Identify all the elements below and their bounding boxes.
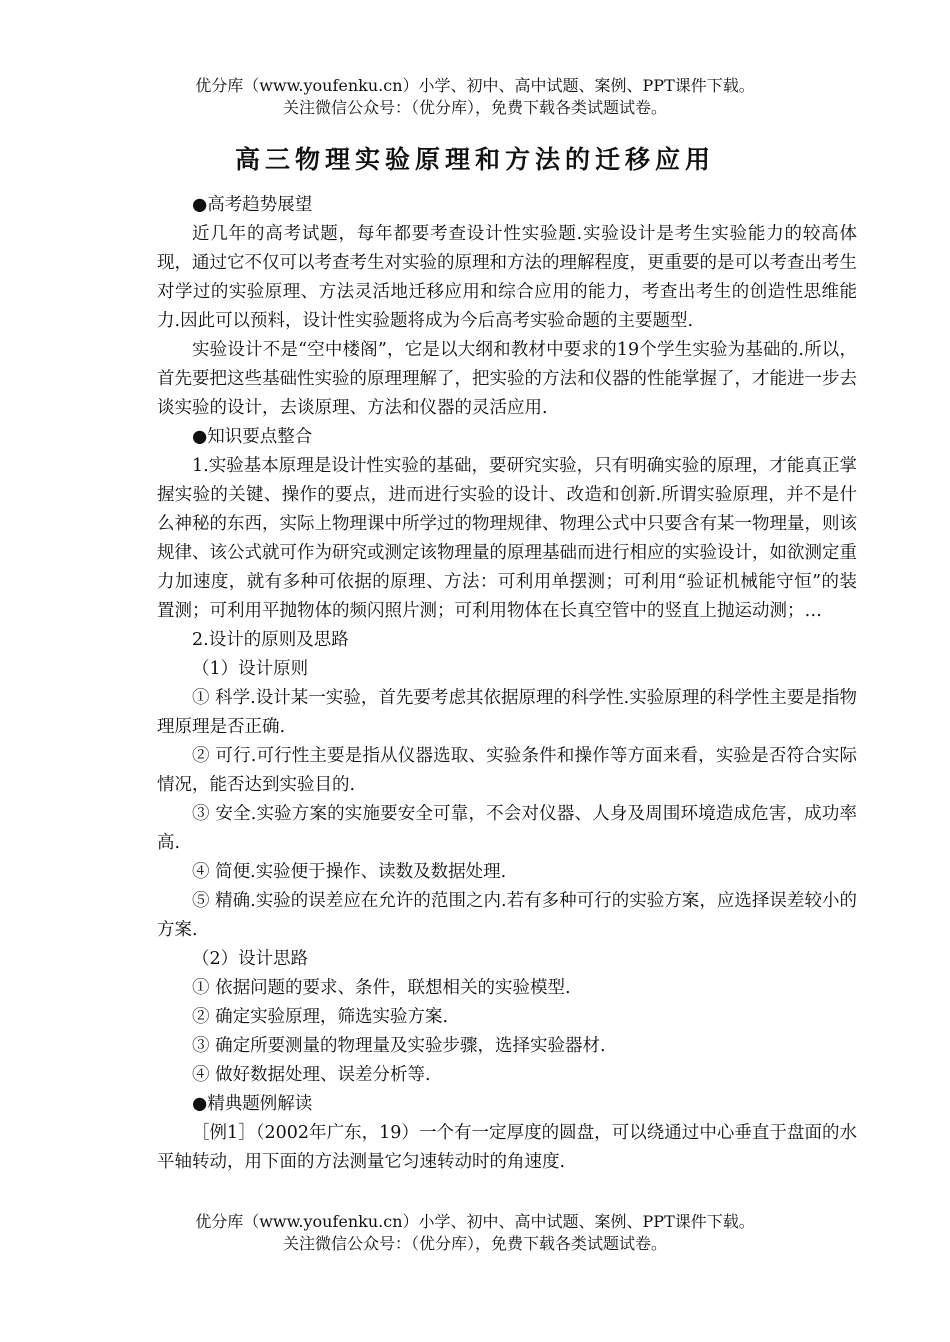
knowledge-point-2: 2.设计的原则及思路 [192,630,349,650]
principle-item: ④ 简便.实验便于操作、读数及数据处理. [192,862,507,882]
header-line-2: 关注微信公众号：（优分库），免费下载各类试题试卷。 [282,98,667,117]
principle-item: ③ 安全.实验方案的实施要安全可靠，不会对仪器、人身及周围环境造成危害，成功率高. [157,804,857,853]
examples-heading: ●精典题例解读 [192,1094,313,1114]
principle-item: ② 可行.可行性主要是指从仪器选取、实验条件和操作等方面来看，实验是否符合实际情况，能否达到实验目的. [157,746,857,795]
footer-line-1: 优分库（www.youfenku.cn）小学、初中、高中试题、案例、PPT课件下载。 [195,1212,755,1231]
trend-paragraph-1: 近几年的高考试题，每年都要考查设计性实验题.实验设计是考生实验能力的较高体现，通过它不仅可以考查考生对实验的原理和方法的理解程度，更重要的是可以考查出考生对学过的实验原理、方法灵活地迁移应用和综合应用的能力，考查出考生的创造性思维能力.因此可以预料，设计性实验题将成为今后高考实验命题的主要题型. [157,224,857,331]
document-title: 高三物理实验原理和方法的迁移应用 [234,145,715,174]
idea-item: ④ 做好数据处理、误差分析等. [192,1065,431,1085]
example-1: ［例1］（2002年广东，19）一个有一定厚度的圆盘，可以绕通过中心垂直于盘面的水平轴转动，用下面的方法测量它匀速转动时的角速度. [157,1123,857,1172]
page-footer [0,1211,950,1255]
trend-paragraph-2: 实验设计不是“空中楼阁”，它是以大纲和教材中要求的19个学生实验为基础的.所以，首先要把这些基础性实验的原理理解了，把实验的方法和仪器的性能掌握了，才能进一步去谈实验的设计，去谈原理、方法和仪器的灵活应用. [157,340,857,418]
page-header [0,75,950,119]
footer-line-2: 关注微信公众号：（优分库），免费下载各类试题试卷。 [282,1234,667,1253]
principle-item: ⑤ 精确.实验的误差应在允许的范围之内.若有多种可行的实验方案，应选择误差较小的方案. [157,891,857,940]
header-line-1: 优分库（www.youfenku.cn）小学、初中、高中试题、案例、PPT课件下载。 [195,76,755,95]
idea-item: ② 确定实验原理，筛选实验方案. [192,1007,449,1027]
idea-item: ③ 确定所要测量的物理量及实验步骤，选择实验器材. [192,1036,606,1056]
principle-item: ① 科学.设计某一实验，首先要考虑其依据原理的科学性.实验原理的科学性主要是指物理原理是否正确. [157,688,857,737]
principles-heading: （1）设计原则 [192,659,309,679]
idea-item: ① 依据问题的要求、条件，联想相关的实验模型. [192,978,571,998]
trend-heading: ●高考趋势展望 [192,195,313,215]
knowledge-point-1: 1.实验基本原理是设计性实验的基础，要研究实验，只有明确实验的原理，才能真正掌握实验的关键、操作的要点，进而进行实验的设计、改造和创新.所谓实验原理，并不是什么神秘的东西，实际上物理课中所学过的物理规律、物理公式中只要含有某一物理量，则该规律、该公式就可作为研究或测定该物理量的原理基础而进行相应的实验设计，如欲测定重力加速度，就有多种可依据的原理、方法：可利用单摆测；可利用“验证机械能守恒”的装置测；可利用平抛物体的频闪照片测；可利用物体在长真空管中的竖直上抛运动测；… [157,456,857,621]
document-body [157,191,857,1177]
ideas-heading: （2）设计思路 [192,949,309,969]
knowledge-heading: ●知识要点整合 [192,427,313,447]
